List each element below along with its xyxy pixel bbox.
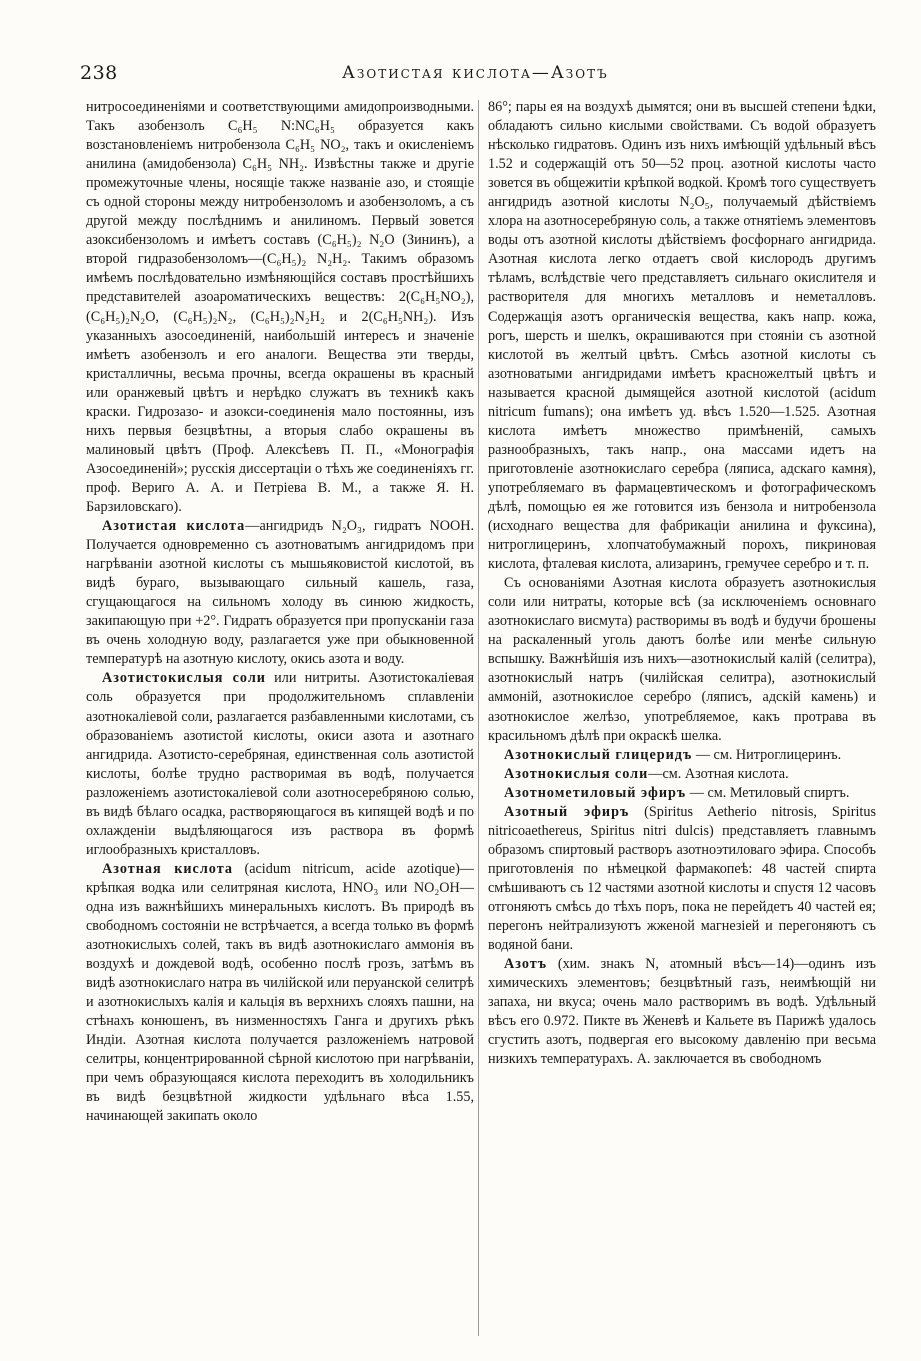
- entry-nitric-glyceride: [488, 746, 876, 765]
- page-number: 238: [80, 62, 118, 84]
- column-divider: [478, 100, 479, 1336]
- entry-nitrogen: [488, 955, 876, 1069]
- entry-nitrous-ether: [488, 803, 876, 955]
- headword-methyl-nitrate: Азотнометиловый эфиръ: [504, 784, 687, 801]
- headword-nitric-acid: Азотная кислота: [102, 860, 233, 877]
- entry-methyl-nitrate: [488, 784, 876, 803]
- entry-nitrites: [86, 669, 474, 859]
- entry-text-nitric-acid: (acidum nitricum, acide azotique)—крѣпкая водка или селитряная кислота, HNO₃ или NO₂OH—одна изъ важнѣйшихъ минеральныхъ кислотъ. Въ природѣ въ свободномъ состояніи не встрѣчается, а всегда только въ формѣ азотнокислыхъ солей, такъ въ видѣ азотнокислаго аммонія въ воздухѣ и дождевой водѣ, особенно послѣ грозъ, затѣмъ въ видѣ азотнокислаго натра въ чилійской или перуанской селитрѣ и азотнокислыхъ калія и кальція въ верхнихъ слояхъ пашни, на стѣнахъ конюшенъ, въ низменностяхъ Ганга и другихъ рѣкъ Индіи. Азотная кислота получается разложеніемъ натровой селитры, концентрированной сѣрной кислотою при нагрѣваніи, при чемъ образующаяся кислота переходитъ въ холодильникъ въ видѣ безцвѣтной жидкости удѣльнаго вѣса 1.55, начинающей закипать около: [86, 860, 474, 1125]
- headword-nitrous-ether: Азотный эфиръ: [504, 803, 630, 820]
- entry-text-nitrous-acid: —ангидридъ N₂O₃, гидратъ NOOH. Получается одновременно съ азотноватымъ ангидридомъ при нагрѣваніи азотной кислоты съ мышьяковистой кислотой, въ видѣ бураго, вызывающаго сильный кашель, газа, сгущающагося на сильномъ холоду въ синюю жидкость, закипающую при +2°. Гидратъ образуется при пропусканіи газа въ очень холодную воду, разлагается уже при обыкновенной температурѣ на азотную кислоту, окись азота и воду.: [86, 518, 474, 668]
- right-column: [488, 98, 876, 1338]
- entry-text-nitrogen: (хим. знакъ N, атомный вѣсъ—14)—одинъ изъ химическихъ элементовъ; безцвѣтный газъ, неимѣющій ни запаха, ни вкуса; очень мало растворимъ въ водѣ. Удѣльный вѣсъ его 0.972. Пикте въ Женевѣ и Кальете въ Парижѣ удалось сгустить азотъ, подвергая его высокому давленію при весьма низкихъ температурахъ. А. заключается въ свободномъ: [488, 956, 876, 1068]
- paragraph-azo-compounds-continued: нитросоединеніями и соответствующими амидопроизводными. Такъ азобензолъ C₆H₅ N:NC₆H₅ образуется какъ возстановленіемъ нитробензола C₆H₅ NO₂, такъ и окисленіемъ анилина (амидобензола) C₆H₅ NH₂. Извѣстны также и другіе промежуточные члены, носящіе также названіе азо, и стоящіе съ одной стороны между нитробензоломъ и азобензоломъ, а съ другой между послѣднимъ и анилиномъ. Первый зовется азоксибензоломъ и имѣетъ составъ (C₆H₅)₂ N₂O (Зининъ), а второй гидразобензоломъ—(C₆H₅)₂ N₂H₂. Такимъ образомъ имѣемъ послѣдовательно измѣняющійся составъ простѣйшихъ представителей азоароматическихъ веществъ: 2(C₆H₅NO₂), (C₆H₅)₂N₂O, (C₆H₅)₂N₂, (C₆H₅)₂N₂H₂ и 2(C₆H₅NH₂). Изъ указанныхъ азосоединеній, наибольшій интересъ и значеніе имѣетъ азобензолъ и его аналоги. Вещества эти тверды, кристалличны, весьма прочны, всегда окрашены въ красный или оранжевый цвѣтъ и нерѣдко служатъ въ техникѣ какъ краски. Гидрозазо- и азокси-соединенія мало постоянны, изъ нихъ первыя безцвѣтны, а вторыя слабо окрашены въ малиновый цвѣтъ (Проф. Алексѣевъ П. П., «Монографія Азосоединеній»; русскія диссертаціи о тѣхъ же соединеніяхъ гг. проф. Вериго А. А. и Петріева В. М., а также Я. Н. Барзиловскаго).: [86, 99, 474, 515]
- entry-text-nitric-glyceride: — см. Нитроглицеринъ.: [692, 746, 842, 763]
- entry-text-nitrites: или нитриты. Азотистокаліевая соль образуется при продолжительномъ сплавленіи азотнокаліевой соли, разлагается разбавленными кислотами, съ образованіемъ азотистой кислоты, окиси азота и азотнаго ангидрида. Азотисто-серебряная, единственная соль азотистой кислоты, болѣе трудно растворимая въ водѣ, получается разложеніемъ азотистокаліевой соли азотносеребряною солью, въ видѣ бѣлаго осадка, растворяющагося въ кипящей водѣ и по охлажденіи выдѣляющагося изъ раствора въ формѣ иглообразныхъ кристалловъ.: [86, 670, 474, 858]
- entry-text-nitrate-salts: —см. Азотная кислота.: [648, 765, 789, 782]
- entry-nitrate-salts: [488, 765, 876, 784]
- entry-text-nitrous-ether: (Spiritus Aetherio nitrosis, Spiritus nitricoaethereus, Spiritus nitri dulcis) представляетъ главнымъ образомъ спиртовый растворъ азотноэтиловаго эфира. Способъ приготовленія по нѣмецкой фармакопеѣ: 48 частей спирта смѣшиваютъ съ 12 частями азотной кислоты и спустя 12 часовъ отгоняютъ смѣсь до тѣхъ поръ, пока не перейдетъ 40 частей ея; перегонъ нейтрализуютъ жженой магнезіей и перегоняютъ съ водяной бани.: [488, 803, 876, 954]
- headword-nitric-glyceride: Азотнокислый глицеридъ: [504, 746, 693, 763]
- paragraph-nitric-acid-continued: 86°; пары ея на воздухѣ дымятся; они въ высшей степени ѣдки, обладаютъ сильно кислыми свойствами. Съ водой образуетъ нѣсколько гидратовъ. Одинъ изъ нихъ имѣющій удѣльный вѣсъ 1.52 и содержащій отъ 50—52 проц. азотной кислоты часто зовется въ общежитіи крѣпкой водкой. Кромѣ того существуетъ ангидридъ азотной кислоты N₂O₅, получаемый дѣйствіемъ хлора на азотносеребряную соль, а также отнятіемъ элементовъ воды отъ азотной кислоты дѣйствіемъ фосфорнаго ангидрида. Азотная кислота легко отдаетъ свой кислородъ другимъ тѣламъ, вслѣдствіе чего представляетъ сильнаго окислителя и растворителя для многихъ металловъ и неметалловъ. Содержащія азотъ органическія вещества, какъ напр. кожа, рогъ, шерсть и шелкъ, окрашиваются при стояніи съ азотной кислотой въ желтый цвѣтъ. Смѣсь азотной кислоты съ азотноватыми ангидридами имѣетъ красножелтый цвѣтъ и называется красной дымящейся азотной кислотой (acidum nitricum fumans); она имѣетъ уд. вѣсъ 1.520—1.525. Азотная кислота имѣетъ множество примѣненій, самыхъ разнообразныхъ, такъ напр., она массами идетъ на приготовленіе азотнокислаго серебра (ляписа, адскаго камня), употребляемаго въ фармацевтическомъ и фотографическомъ дѣлѣ, помощью ея же готовится изъ бензола и нитробензола (исходнаго вещества для фабрикаціи анилина и фуксина), нитроглицеринъ, хлопчатобумажный порохъ, пикриновая кислота, фталевая кислота, ализаринъ, гремучее серебро и т. п.: [488, 99, 876, 573]
- headword-nitrogen: Азотъ: [504, 956, 548, 973]
- running-head: [80, 62, 880, 86]
- headword-nitrous-acid: Азотистая кислота: [102, 518, 246, 535]
- entry-nitric-acid: [86, 860, 474, 1127]
- entry-nitrous-acid: [86, 517, 474, 669]
- running-title: Азотистая кислота—Азотъ: [342, 63, 609, 83]
- entry-text-methyl-nitrate: — см. Метиловый спиртъ.: [686, 784, 850, 801]
- left-column: [86, 98, 474, 1338]
- headword-nitrate-salts: Азотнокислыя соли: [504, 765, 649, 782]
- headword-nitrites: Азотистокислыя соли: [102, 670, 266, 687]
- paragraph-nitrates: Съ основаніями Азотная кислота образуетъ азотнокислыя соли или нитраты, которые всѣ (за исключеніемъ основнаго азотнокислаго висмута) растворимы въ водѣ и будучи брошены на раскаленный уголь даютъ болѣе или менѣе сильную вспышку. Важнѣйшія изъ нихъ—азотнокислый калій (селитра), азотнокислый натръ (чилійская селитра), азотнокислый аммоній, азотнокислое серебро (ляписъ, адскій камень) и азотнокислое желѣзо, употребляемое, какъ протрава въ красильномъ дѣлѣ при окраскѣ шелка.: [488, 575, 876, 744]
